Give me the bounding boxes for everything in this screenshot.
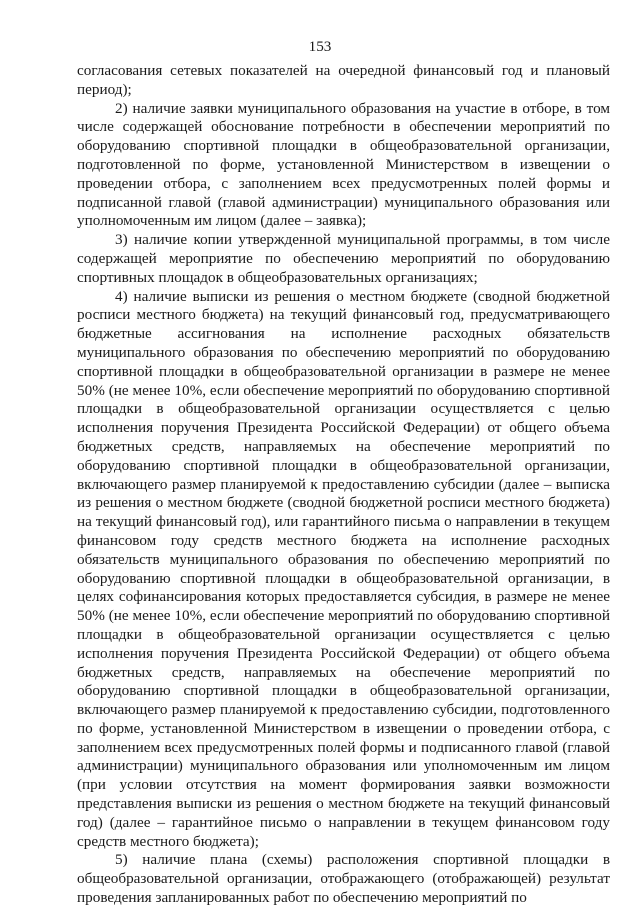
paragraph-item-5: 5) наличие плана (схемы) расположения спортивной площадки в общеобразовательной организации, отображающего (отображающей) результат проведения запланированных работ по обеспечению мероприятий по xyxy=(77,851,610,907)
page-number: 153 xyxy=(308,38,332,55)
paragraph-continuation: согласования сетевых показателей на очередной финансовый год и плановый период); xyxy=(77,62,610,98)
paragraph-item-3: 3) наличие копии утвержденной муниципальной программы, в том числе содержащей мероприятие по обеспечению мероприятий по оборудованию спортивных площадок в общеобразовательных организациях; xyxy=(77,231,610,286)
paragraph-item-4: 4) наличие выписки из решения о местном бюджете (сводной бюджетной росписи местного бюджета) на текущий финансовый год, предусматривающего бюджетные ассигнования на исполнение расходных обязательств муниципального образования по обеспечению мероприятий по оборудованию спортивной площадки в общеобразовательной организации в размере не менее 50% (не менее 10%, если обеспечение мероприятий по оборудованию спортивной площадки в общеобразовательной организации осуществляется с целью исполнения поручения Президента Российской Федерации) от общего объема бюджетных средств, направляемых на обеспечение мероприятий по оборудованию спортивной площадки в общеобразовательной организации, включающего размер планируемой к предоставлению субсидии (далее – выписка из решения о местном бюджете (сводной бюджетной росписи местного бюджета) на текущий финансовый год), или гарантийного письма о направлении в текущем финансовом году средств местного бюджета на исполнение расходных обязательств муниципального образования по обеспечению мероприятий по оборудованию спортивной площадки в общеобразовательной организации, в целях софинансирования которых предоставляется субсидия, в размере не менее 50% (не менее 10%, если обеспечение мероприятий по оборудованию спортивной площадки в общеобразовательной организации осуществляется с целью исполнения поручения Президента Российской Федерации) от общего объема бюджетных средств, направляемых на обеспечение мероприятий по оборудованию спортивной площадки в общеобразовательной организации, включающего размер планируемой к предоставлению субсидии, подготовленного по форме, установленной Министерством в извещении о проведении отбора, с заполнением всех предусмотренных полей формы и подписанного главой (главой администрации) муниципального образования или уполномоченным им лицом (при условии отсутствия на момент формирования заявки возможности представления выписки из решения о местном бюджете на текущий финансовый год) (далее – гарантийное письмо о направлении в текущем финансовом году средств местного бюджета); xyxy=(77,287,610,850)
document-body xyxy=(77,62,610,908)
paragraph-item-2: 2) наличие заявки муниципального образования на участие в отборе, в том числе содержащей обоснование потребности в обеспечении мероприятий по оборудованию спортивной площадки в общеобразовательной организации, подготовленной по форме, установленной Министерством в извещении о проведении отбора, с заполнением всех предусмотренных полей формы и подписанной главой (главой администрации) муниципального образования или уполномоченным им лицом (далее – заявка); xyxy=(77,99,610,230)
